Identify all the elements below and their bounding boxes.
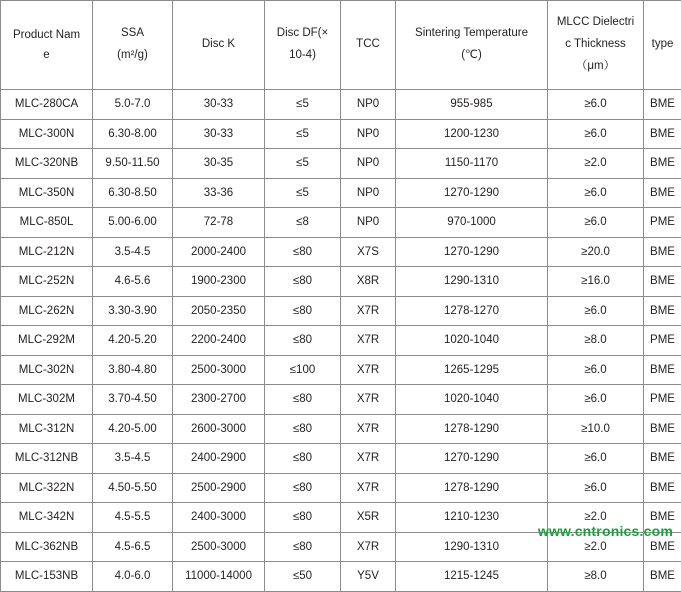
table-cell: 4.20-5.20 [93, 326, 173, 356]
table-cell: ≥16.0 [548, 267, 644, 297]
table-cell: ≥6.0 [548, 473, 644, 503]
column-header-product-name: Product Nam e [1, 1, 93, 90]
table-cell: PME [644, 208, 681, 238]
table-cell: X7R [341, 532, 396, 562]
table-cell: BME [644, 503, 681, 533]
table-cell: 1290-1310 [396, 532, 548, 562]
cell-product-name: MLC-212N [1, 237, 93, 267]
table-cell: 3.5-4.5 [93, 237, 173, 267]
table-cell: 3.30-3.90 [93, 296, 173, 326]
table-cell: ≥6.0 [548, 296, 644, 326]
column-header-disc-df: Disc DF(× 10-4) [265, 1, 341, 90]
column-header-ssa: SSA (m²/g) [93, 1, 173, 90]
table-header-row [1, 1, 681, 90]
table-cell: X7R [341, 385, 396, 415]
table-cell: 1290-1310 [396, 267, 548, 297]
table-cell: 1265-1295 [396, 355, 548, 385]
table-cell: ≥2.0 [548, 532, 644, 562]
cell-product-name: MLC-342N [1, 503, 93, 533]
table-cell: X7R [341, 296, 396, 326]
table-cell: BME [644, 562, 681, 592]
table-cell: ≥2.0 [548, 149, 644, 179]
table-cell: 30-33 [173, 119, 265, 149]
table-cell: 5.0-7.0 [93, 90, 173, 120]
column-header-mlcc-dielectric-thickness: MLCC Dielectri c Thickness （μm） [548, 1, 644, 90]
watermark: www.cntronics.com [538, 523, 673, 539]
table-row [1, 444, 681, 474]
table-cell: ≥6.0 [548, 444, 644, 474]
table-cell: ≤8 [265, 208, 341, 238]
table-cell: ≤50 [265, 562, 341, 592]
table-cell: 33-36 [173, 178, 265, 208]
table-cell: ≥6.0 [548, 208, 644, 238]
table-cell: PME [644, 385, 681, 415]
table-cell: ≤80 [265, 326, 341, 356]
table-cell: BME [644, 149, 681, 179]
table-cell: BME [644, 355, 681, 385]
table-cell: ≤5 [265, 149, 341, 179]
table-cell: ≤5 [265, 90, 341, 120]
table-cell: ≤80 [265, 473, 341, 503]
table-cell: 4.5-5.5 [93, 503, 173, 533]
table-cell: ≤5 [265, 119, 341, 149]
table-cell: 1278-1290 [396, 473, 548, 503]
table-header [1, 1, 681, 90]
table-cell: ≤80 [265, 503, 341, 533]
table-cell: X7R [341, 414, 396, 444]
table-cell: X7S [341, 237, 396, 267]
table-cell: 1278-1290 [396, 414, 548, 444]
table-cell: 2400-2900 [173, 444, 265, 474]
cell-product-name: MLC-302N [1, 355, 93, 385]
table-cell: NP0 [341, 90, 396, 120]
table-cell: 9.50-11.50 [93, 149, 173, 179]
table-row [1, 149, 681, 179]
cell-product-name: MLC-302M [1, 385, 93, 415]
table-cell: 1020-1040 [396, 326, 548, 356]
table-cell: 6.30-8.50 [93, 178, 173, 208]
table-row [1, 208, 681, 238]
cell-product-name: MLC-350N [1, 178, 93, 208]
table-cell: NP0 [341, 208, 396, 238]
table-cell: 2600-3000 [173, 414, 265, 444]
table-cell: 1278-1270 [396, 296, 548, 326]
cell-product-name: MLC-300N [1, 119, 93, 149]
table-cell: 2300-2700 [173, 385, 265, 415]
table-cell: X7R [341, 326, 396, 356]
table-cell: BME [644, 414, 681, 444]
table-cell: ≤80 [265, 532, 341, 562]
table-cell: 2200-2400 [173, 326, 265, 356]
table-cell: 2500-3000 [173, 355, 265, 385]
table-cell: ≥8.0 [548, 562, 644, 592]
cell-product-name: MLC-153NB [1, 562, 93, 592]
cell-product-name: MLC-362NB [1, 532, 93, 562]
column-header-sintering-temperature: Sintering Temperature (℃) [396, 1, 548, 90]
cell-product-name: MLC-312N [1, 414, 93, 444]
table-cell: 1270-1290 [396, 237, 548, 267]
column-header-tcc: TCC [341, 1, 396, 90]
table-cell: ≥6.0 [548, 119, 644, 149]
table-cell: 1020-1040 [396, 385, 548, 415]
cell-product-name: MLC-322N [1, 473, 93, 503]
table-cell: 3.5-4.5 [93, 444, 173, 474]
table-cell: 4.5-6.5 [93, 532, 173, 562]
table-cell: BME [644, 90, 681, 120]
table-cell: 1270-1290 [396, 178, 548, 208]
table-cell: 1150-1170 [396, 149, 548, 179]
table-cell: ≤5 [265, 178, 341, 208]
table-cell: 1270-1290 [396, 444, 548, 474]
table-cell: NP0 [341, 149, 396, 179]
table-cell: X7R [341, 355, 396, 385]
table-cell: BME [644, 237, 681, 267]
table-cell: NP0 [341, 178, 396, 208]
table-cell: ≥6.0 [548, 355, 644, 385]
table-cell: 2500-3000 [173, 532, 265, 562]
table-cell: 5.00-6.00 [93, 208, 173, 238]
table-cell: 3.80-4.80 [93, 355, 173, 385]
table-cell: 1210-1230 [396, 503, 548, 533]
table-cell: BME [644, 267, 681, 297]
table-cell: ≥6.0 [548, 178, 644, 208]
table-cell: 1215-1245 [396, 562, 548, 592]
table-cell: 2050-2350 [173, 296, 265, 326]
table-cell: BME [644, 296, 681, 326]
table-cell: 1200-1230 [396, 119, 548, 149]
table-cell: ≤100 [265, 355, 341, 385]
table-cell: BME [644, 444, 681, 474]
table-cell: 2500-2900 [173, 473, 265, 503]
table-cell: X8R [341, 267, 396, 297]
table-row [1, 326, 681, 356]
table-cell: 955-985 [396, 90, 548, 120]
table-cell: ≤80 [265, 414, 341, 444]
table-row [1, 296, 681, 326]
table-cell: ≤80 [265, 267, 341, 297]
table-cell: ≥10.0 [548, 414, 644, 444]
table-cell: ≥8.0 [548, 326, 644, 356]
cell-product-name: MLC-850L [1, 208, 93, 238]
table-row [1, 532, 681, 562]
table-row [1, 562, 681, 592]
table-cell: ≥6.0 [548, 90, 644, 120]
table-cell: 2000-2400 [173, 237, 265, 267]
table-row [1, 237, 681, 267]
table-row [1, 178, 681, 208]
table-row [1, 267, 681, 297]
table-cell: 1900-2300 [173, 267, 265, 297]
table-cell: 2400-3000 [173, 503, 265, 533]
table-cell: ≤80 [265, 385, 341, 415]
cell-product-name: MLC-292M [1, 326, 93, 356]
cell-product-name: MLC-312NB [1, 444, 93, 474]
table-cell: PME [644, 326, 681, 356]
table-cell: 4.50-5.50 [93, 473, 173, 503]
table-cell: BME [644, 473, 681, 503]
table-cell: BME [644, 119, 681, 149]
table-cell: Y5V [341, 562, 396, 592]
table-cell: NP0 [341, 119, 396, 149]
table-cell: BME [644, 532, 681, 562]
table-cell: ≤80 [265, 296, 341, 326]
cell-product-name: MLC-252N [1, 267, 93, 297]
table-cell: ≤80 [265, 444, 341, 474]
table-cell: 11000-14000 [173, 562, 265, 592]
table-row [1, 90, 681, 120]
table-row [1, 385, 681, 415]
table-row [1, 503, 681, 533]
table-cell: 4.6-5.6 [93, 267, 173, 297]
table-cell: 30-35 [173, 149, 265, 179]
table-body [1, 90, 681, 592]
column-header-disc-k: Disc K [173, 1, 265, 90]
table-cell: 4.0-6.0 [93, 562, 173, 592]
table-row [1, 355, 681, 385]
table-cell: 72-78 [173, 208, 265, 238]
table-cell: ≥20.0 [548, 237, 644, 267]
table-cell: 4.20-5.00 [93, 414, 173, 444]
table-cell: X5R [341, 503, 396, 533]
cell-product-name: MLC-280CA [1, 90, 93, 120]
table-cell: X7R [341, 444, 396, 474]
table-cell: ≥2.0 [548, 503, 644, 533]
table-cell: 970-1000 [396, 208, 548, 238]
table-cell: 6.30-8.00 [93, 119, 173, 149]
cell-product-name: MLC-262N [1, 296, 93, 326]
table-cell: ≤80 [265, 237, 341, 267]
column-header-type: type [644, 1, 681, 90]
table-row [1, 473, 681, 503]
table-cell: 3.70-4.50 [93, 385, 173, 415]
table-row [1, 119, 681, 149]
table-cell: BME [644, 178, 681, 208]
table-cell: ≥6.0 [548, 385, 644, 415]
table-row [1, 414, 681, 444]
cell-product-name: MLC-320NB [1, 149, 93, 179]
table-cell: X7R [341, 473, 396, 503]
table-cell: 30-33 [173, 90, 265, 120]
